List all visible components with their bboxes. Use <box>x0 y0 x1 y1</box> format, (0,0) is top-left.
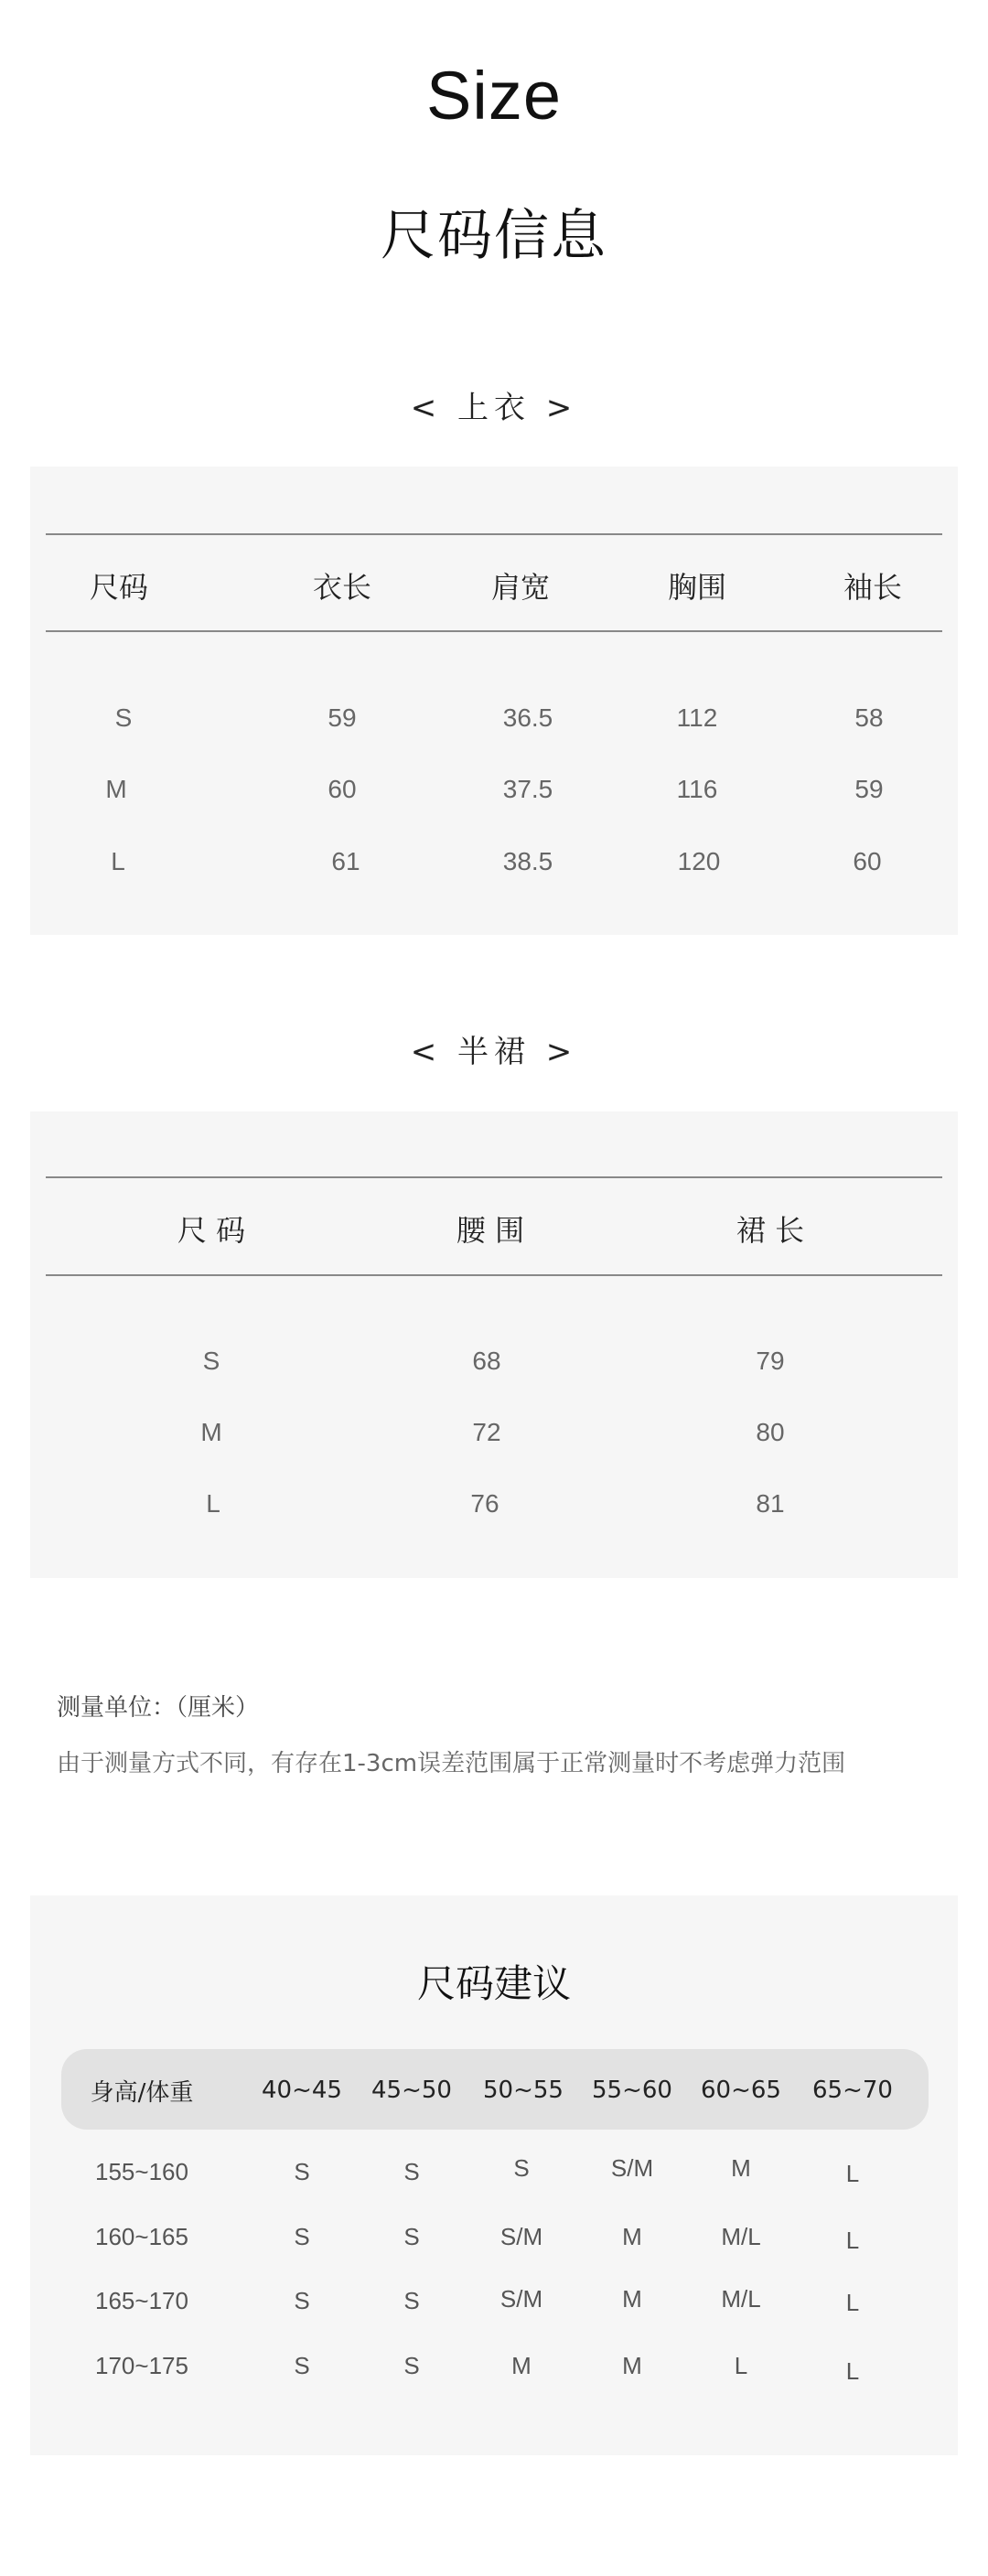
table-cell: 81 <box>756 1489 785 1518</box>
table-cell: 165~170 <box>95 2287 188 2314</box>
column-header: 55~60 <box>592 2077 672 2104</box>
column-header: 袖长 <box>843 570 902 605</box>
table-cell: 38.5 <box>502 847 553 875</box>
table-cell: L <box>845 2160 860 2187</box>
table-cell: M <box>622 2352 642 2379</box>
column-header: 尺码 <box>89 570 148 605</box>
measurement-unit-note: 测量单位：（厘米） <box>57 1694 260 1722</box>
table-cell: 76 <box>470 1489 499 1518</box>
table-cell: 116 <box>676 775 718 803</box>
divider <box>46 1176 942 1178</box>
table-cell: M <box>105 775 127 803</box>
table-cell: S <box>403 2158 420 2185</box>
page-title-zh: 尺码信息 <box>381 204 607 268</box>
table-cell: 68 <box>472 1347 501 1375</box>
table-cell: 72 <box>472 1418 501 1446</box>
table-cell: 61 <box>331 847 360 875</box>
table-cell: 36.5 <box>502 703 553 732</box>
table-cell: L <box>845 2227 860 2254</box>
table-cell: S <box>403 2223 420 2250</box>
column-header: 65~70 <box>812 2077 893 2104</box>
size-suggestion-title: 尺码建议 <box>416 1961 571 2006</box>
table-cell: 59 <box>328 703 357 732</box>
table-cell: L <box>734 2352 748 2379</box>
table-cell: S <box>294 2352 310 2379</box>
table-cell: S/M <box>499 2285 543 2313</box>
table-cell: S <box>114 703 133 732</box>
table-cell: 37.5 <box>502 775 553 803</box>
column-header: 胸围 <box>667 570 726 605</box>
table-cell: M/L <box>721 2223 761 2250</box>
table-cell: 79 <box>756 1347 785 1375</box>
table-cell: S/M <box>499 2223 543 2250</box>
table-cell: 60 <box>853 847 882 875</box>
table-cell: L <box>845 2357 860 2385</box>
table-cell: S <box>403 2352 420 2379</box>
column-header: 腰 围 <box>456 1213 525 1248</box>
table-cell: S/M <box>610 2154 654 2182</box>
table-cell: S <box>294 2287 310 2314</box>
top-section-label: < 上衣 > <box>410 390 578 426</box>
divider <box>46 533 942 535</box>
divider <box>46 630 942 632</box>
column-header: 肩宽 <box>490 570 550 605</box>
table-cell: 170~175 <box>95 2352 188 2379</box>
table-cell: M <box>511 2352 532 2379</box>
page-title-en: Size <box>426 58 562 134</box>
table-cell: L <box>845 2289 860 2316</box>
table-cell: M <box>622 2223 642 2250</box>
column-header: 40~45 <box>262 2077 342 2104</box>
column-header: 60~65 <box>701 2077 781 2104</box>
table-cell: M <box>731 2154 751 2182</box>
table-cell: 120 <box>677 847 721 875</box>
table-cell: L <box>206 1489 220 1518</box>
table-cell: 155~160 <box>95 2158 188 2185</box>
table-cell: 59 <box>854 775 884 803</box>
table-cell: S <box>202 1347 220 1375</box>
table-cell: M <box>622 2285 642 2313</box>
column-header: 45~50 <box>371 2077 452 2104</box>
table-cell: 60 <box>328 775 357 803</box>
table-cell: 160~165 <box>95 2223 188 2250</box>
table-cell: L <box>111 847 125 875</box>
table-cell: S <box>403 2287 420 2314</box>
divider <box>46 1274 942 1276</box>
column-header: 50~55 <box>483 2077 564 2104</box>
table-cell: M/L <box>721 2285 761 2313</box>
measurement-disclaimer: 由于测量方式不同，有存在1-3cm误差范围属于正常测量时不考虑弹力范围 <box>57 1750 846 1777</box>
skirt-section-label: < 半裙 > <box>410 1034 578 1070</box>
table-cell: S <box>294 2158 310 2185</box>
column-header: 尺 码 <box>177 1213 246 1248</box>
column-header: 身高/体重 <box>90 2079 194 2107</box>
table-cell: M <box>200 1418 222 1446</box>
table-cell: 80 <box>756 1418 785 1446</box>
column-header: 裙 长 <box>736 1213 805 1248</box>
table-cell: S <box>294 2223 310 2250</box>
table-cell: S <box>513 2154 530 2182</box>
column-header: 衣长 <box>312 570 371 605</box>
table-cell: 58 <box>854 703 884 732</box>
table-cell: 112 <box>676 703 718 732</box>
